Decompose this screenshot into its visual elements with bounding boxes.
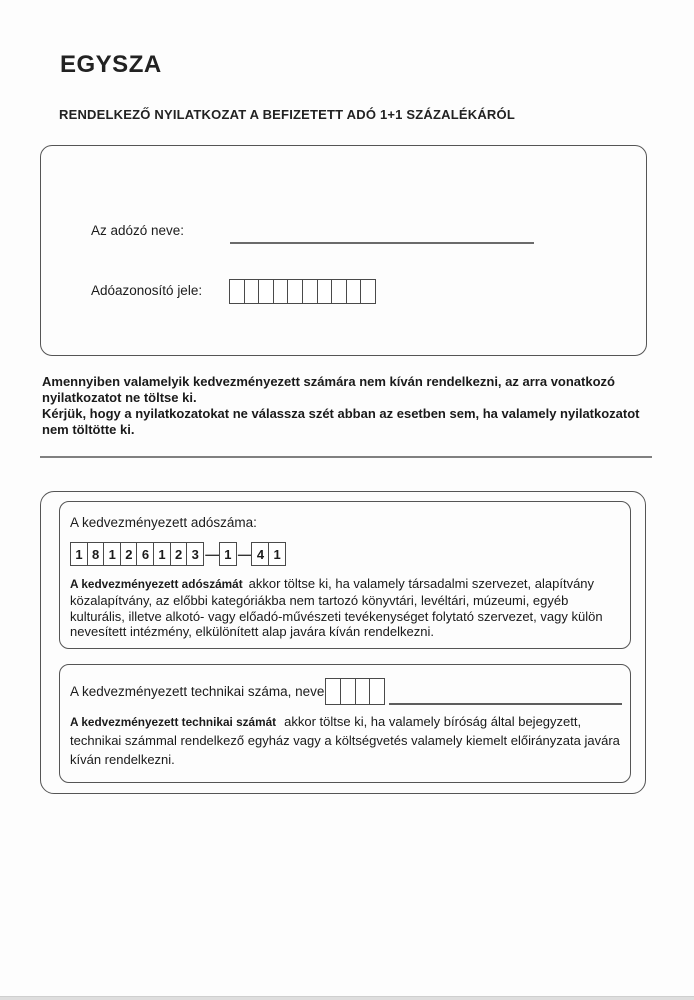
taxpayer-name-field[interactable]	[230, 225, 534, 244]
beneficiary-tax-number-cells	[70, 542, 286, 566]
tax-number-digit: 4	[251, 542, 269, 566]
technical-number-note-bold: A kedvezményezett technikai számát	[70, 715, 277, 729]
beneficiary-tax-number-box	[59, 501, 631, 649]
tax-id-cell[interactable]	[287, 279, 303, 304]
tax-id-cell[interactable]	[273, 279, 289, 304]
tax-number-digit: 2	[120, 542, 138, 566]
tax-number-digit: 1	[219, 542, 237, 566]
tax-number-note	[70, 576, 626, 640]
tax-number-digit: 3	[186, 542, 204, 566]
tax-number-digit: 8	[87, 542, 105, 566]
tax-number-digit: 1	[103, 542, 121, 566]
form-title: RENDELKEZŐ NYILATKOZAT A BEFIZETETT ADÓ 1+1 SZÁZALÉKÁRÓL	[59, 107, 515, 122]
tax-number-note-bold: A kedvezményezett adószámát	[70, 577, 243, 591]
technical-number-box	[59, 664, 631, 783]
tax-id-cell[interactable]	[244, 279, 260, 304]
instruction-paragraph-1: Amennyiben valamelyik kedvezményezett számára nem kíván rendelkezni, az arra vonatkozó nyilatkozatot ne töltse ki.	[42, 374, 615, 405]
technical-number-cell[interactable]	[325, 678, 341, 705]
tax-id-label: Adóazonosító jele:	[91, 283, 203, 298]
tax-number-digit: 6	[136, 542, 154, 566]
tax-id-cell[interactable]	[360, 279, 376, 304]
tax-number-digit: 2	[170, 542, 188, 566]
technical-number-note	[70, 713, 622, 769]
tax-number-digit: 1	[70, 542, 88, 566]
tax-id-cell-group	[229, 279, 376, 304]
taxpayer-box	[40, 145, 647, 356]
tax-number-digit: 1	[268, 542, 286, 566]
instruction-paragraph-2: Kérjük, hogy a nyilatkozatokat ne válassza szét abban az esetben sem, ha valamely nyilatkozatot nem töltötte ki.	[42, 406, 640, 437]
section-divider	[40, 456, 652, 458]
technical-number-cell-group	[325, 678, 385, 705]
tax-number-note-text: akkor töltse ki, ha valamely társadalmi szervezet, alapítvány közalapítvány, az előbbi kategóriákba nem tartozó könyvtári, levéltári, múzeumi, egyéb kulturális, illetve alkotó- vagy előadó-művészeti tevékenységet folytató szervezet, vagy külön nevesített intézmény, elkülönített alap javára kíván rendelkezni.	[70, 576, 603, 640]
technical-number-cell[interactable]	[355, 678, 371, 705]
tax-number-digit: 1	[153, 542, 171, 566]
page-bottom-edge	[0, 996, 694, 1000]
tax-id-cell[interactable]	[346, 279, 362, 304]
beneficiary-tax-number-label: A kedvezményezett adószáma:	[70, 515, 257, 530]
tax-id-cell[interactable]	[317, 279, 333, 304]
dash-separator: —	[205, 546, 220, 562]
tax-id-cell[interactable]	[229, 279, 245, 304]
technical-number-cell[interactable]	[340, 678, 356, 705]
beneficiary-box	[40, 491, 646, 794]
technical-number-label: A kedvezményezett technikai száma, neve	[70, 684, 325, 699]
technical-number-note-text: akkor töltse ki, ha valamely bíróság által bejegyzett, technikai számmal rendelkező egyház vagy a költségvetés valamely kiemelt előirányzata javára kíván rendelkezni.	[70, 714, 620, 767]
tax-id-cell[interactable]	[258, 279, 274, 304]
form-code-title: EGYSZA	[60, 51, 162, 78]
tax-id-cell[interactable]	[331, 279, 347, 304]
technical-number-cell[interactable]	[369, 678, 385, 705]
dash-separator: —	[237, 546, 252, 562]
technical-name-field[interactable]	[389, 683, 622, 705]
taxpayer-name-label: Az adózó neve:	[91, 223, 185, 238]
tax-id-cell[interactable]	[302, 279, 318, 304]
technical-number-row	[70, 678, 624, 705]
